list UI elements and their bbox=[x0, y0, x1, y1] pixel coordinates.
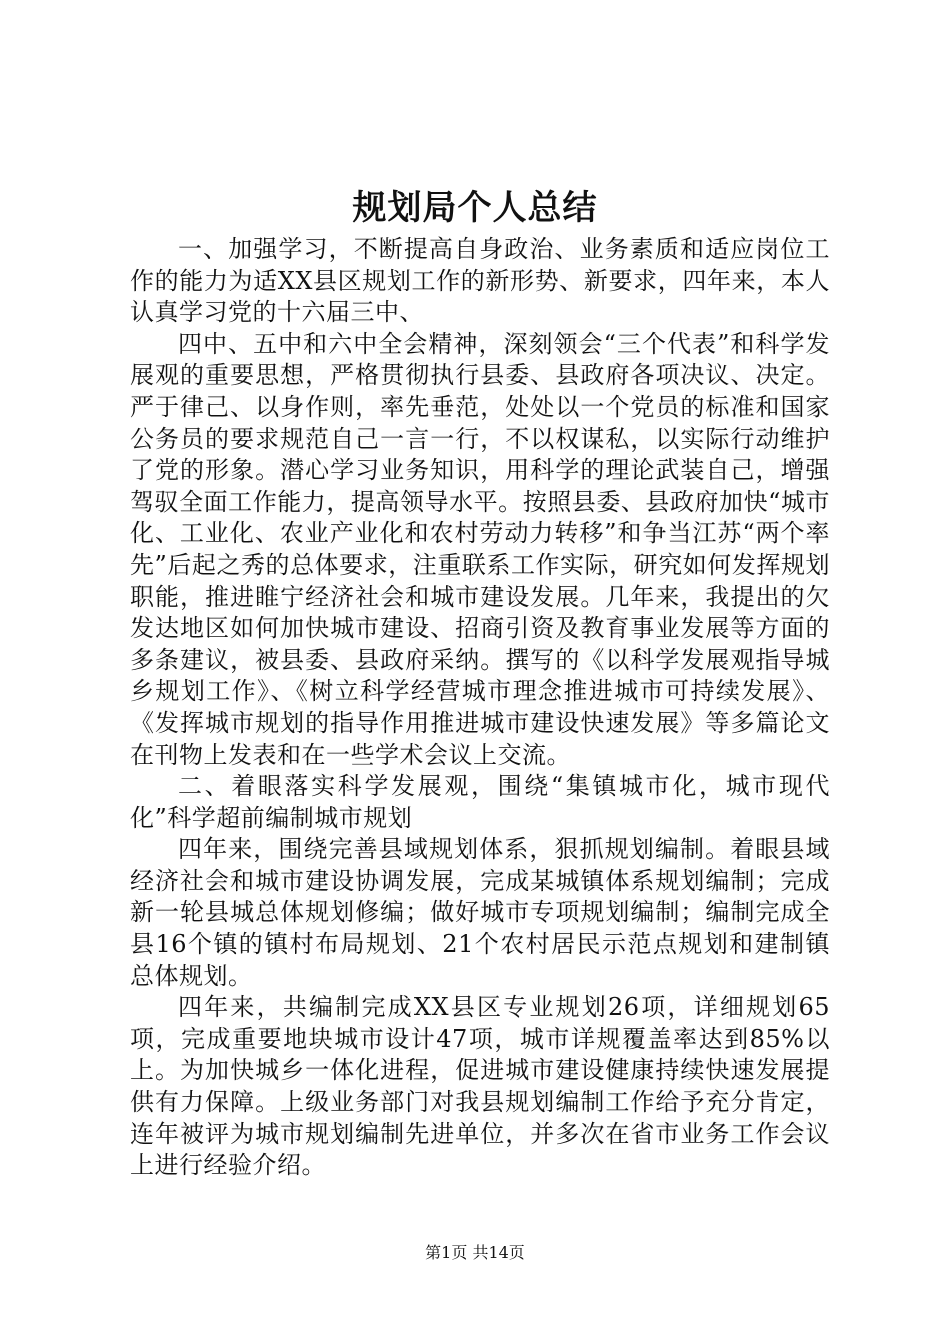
document-title: 规划局个人总结 bbox=[352, 188, 598, 228]
paragraph: 四年来，共编制完成XX县区专业规划26项，详细规划65项，完成重要地块城市设计47项，城市详规覆盖率达到85%以上。为加快城乡一体化进程，促进城市建设健康持续快速发展提供有力保障。上级业务部门对我县规划编制工作给予充分肯定，连年被评为城市规划编制先进单位，并多次在省市业务工作会议上进行经验介绍。 bbox=[130, 993, 830, 1180]
paragraph: 四中、五中和六中全会精神，深刻领会“三个代表”和科学发展观的重要思想，严格贯彻执行县委、县政府各项决议、决定。严于律己、以身作则，率先垂范，处处以一个党员的标准和国家公务员的要求规范自己一言一行，不以权谋私，以实际行动维护了党的形象。潜心学习业务知识，用科学的理论武装自己，增强驾驭全面工作能力，提高领导水平。按照县委、县政府加快“城市化、工业化、农业产业化和农村劳动力转移”和争当江苏“两个率先”后起之秀的总体要求，注重联系工作实际，研究如何发挥规划职能，推进睢宁经济社会和城市建设发展。几年来，我提出的欠发达地区如何加快城市建设、招商引资及教育事业发展等方面的多条建议，被县委、县政府采纳。撰写的《以科学发展观指导城乡规划工作》、《树立科学经营城市理念推进城市可持续发展》、《发挥城市规划的指导作用推进城市建设快速发展》等多篇论文在刊物上发表和在一些学术会议上交流。 bbox=[130, 329, 830, 769]
paragraph: 四年来，围绕完善县域规划体系，狠抓规划编制。着眼县域经济社会和城市建设协调发展，完成某城镇体系规划编制；完成新一轮县城总体规划修编；做好城市专项规划编制；编制完成全县16个镇的镇村布局规划、21个农村居民示范点规划和建制镇总体规划。 bbox=[130, 835, 830, 990]
page-footer: 第1页 共14页 bbox=[425, 1243, 525, 1262]
paragraph: 一、加强学习，不断提高自身政治、业务素质和适应岗位工作的能力为适XX县区规划工作的新形势、新要求，四年来，本人认真学习党的十六届三中、 bbox=[130, 235, 830, 327]
document-body bbox=[130, 234, 830, 1182]
paragraph: 二、着眼落实科学发展观，围绕“集镇城市化，城市现代化”科学超前编制城市规划 bbox=[130, 772, 830, 832]
